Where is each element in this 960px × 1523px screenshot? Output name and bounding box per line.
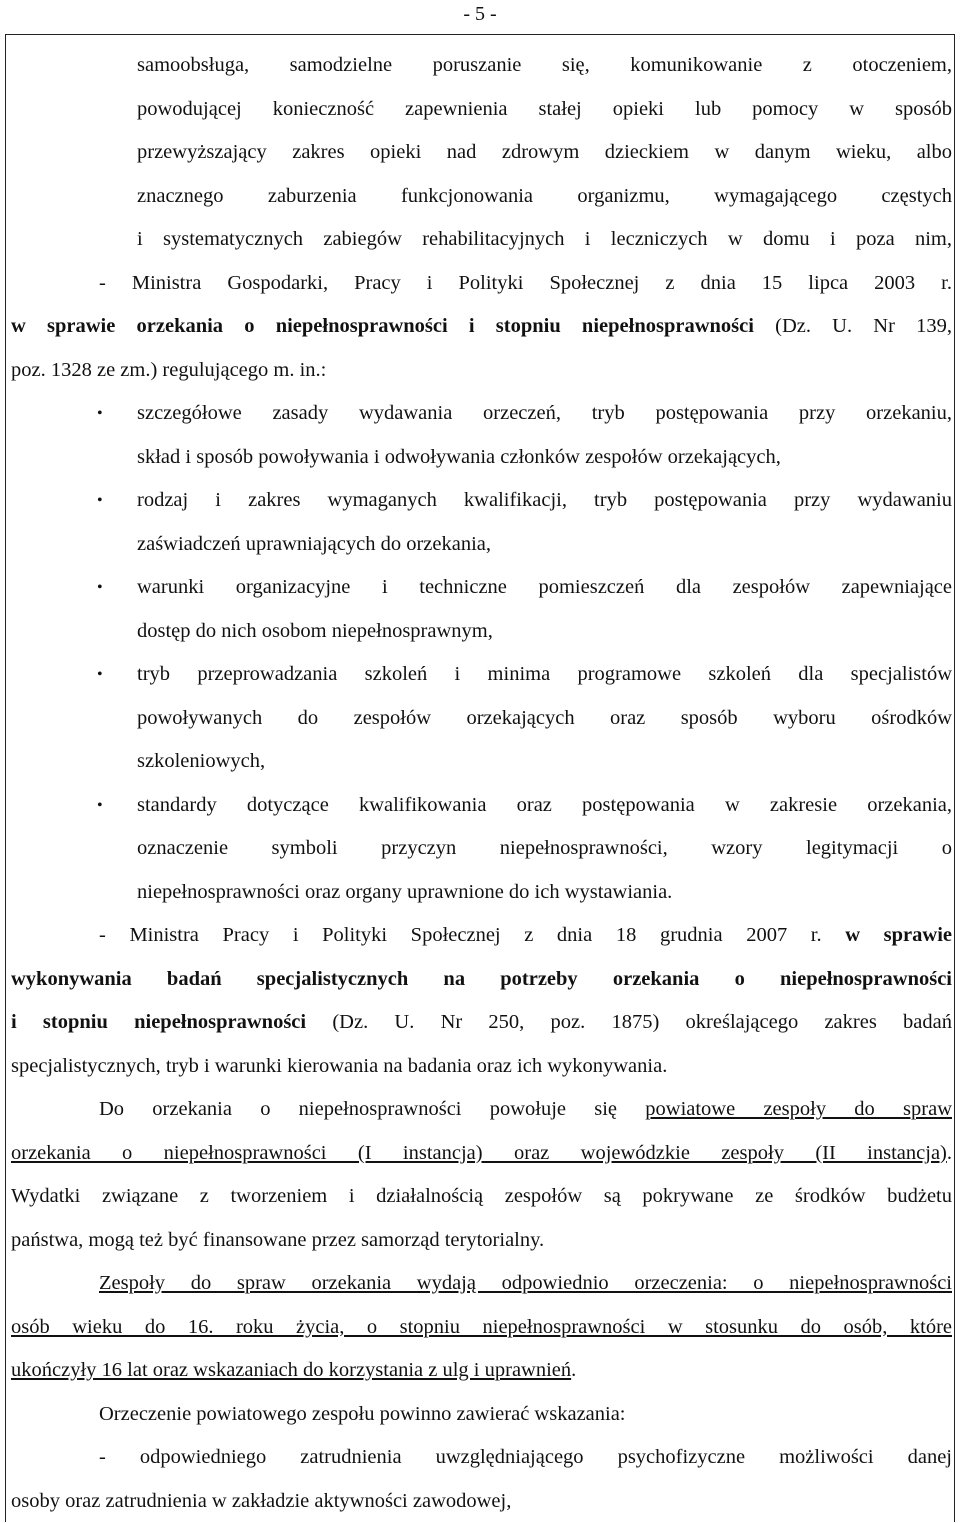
list-item-text: szczegółowe zasady wydawania orzeczeń, tryb postępowania przy orzekaniu,	[137, 402, 952, 424]
list-item-text: standardy dotyczące kwalifikowania oraz postępowania w zakresie orzekania,	[137, 794, 952, 816]
underlined-text: Zespoły do spraw orzekania wydają odpowiednio orzeczenia: o niepełnosprawności	[99, 1272, 952, 1294]
text-line: - Ministra Gospodarki, Pracy i Polityki Społecznej z dnia 15 lipca 2003 r.	[11, 262, 952, 306]
text-line: osoby oraz zatrudnienia w zakładzie aktywności zawodowej,	[11, 1480, 952, 1523]
text-line	[11, 1001, 952, 1045]
bullet-icon: •	[97, 566, 103, 610]
bullet-list	[11, 392, 952, 914]
text-line	[11, 305, 952, 349]
underlined-text: orzekania o niepełnosprawności (I instancja) oraz wojewódzkie zespoły (II instancja)	[11, 1142, 947, 1164]
regulation-citation: (Dz. U. Nr 250, poz. 1875) określającego zakres badań	[306, 1011, 952, 1033]
regulation-title-bold: w sprawie	[845, 924, 952, 946]
list-item-text: tryb przeprowadzania szkoleń i minima programowe szkoleń dla specjalistów	[137, 663, 952, 685]
list-item-continuation: skład i sposób powoływania i odwoływania członków zespołów orzekających,	[11, 436, 952, 480]
regulation-citation: (Dz. U. Nr 139,	[754, 315, 952, 337]
text-line: przewyższający zakres opieki nad zdrowym dzieckiem w danym wieku, albo	[11, 131, 952, 175]
list-item-continuation: dostęp do nich osobom niepełnosprawnym,	[11, 610, 952, 654]
list-item-continuation: powoływanych do zespołów orzekających oraz sposób wyboru ośrodków	[11, 697, 952, 741]
list-item	[11, 392, 952, 436]
text-line: poz. 1328 ze zm.) regulującego m. in.:	[11, 349, 952, 393]
paragraph-text: Do orzekania o niepełnosprawności powołuje się	[99, 1098, 645, 1120]
frame-left-border	[5, 34, 6, 1522]
text-line: znacznego zaburzenia funkcjonowania organizmu, wymagającego częstych	[11, 175, 952, 219]
list-item-continuation: oznaczenie symboli przyczyn niepełnosprawności, wzory legitymacji o	[11, 827, 952, 871]
text-line: Orzeczenie powiatowego zespołu powinno zawierać wskazania:	[11, 1393, 952, 1437]
underlined-text: powiatowe zespoły do spraw	[645, 1098, 952, 1120]
frame-right-border	[954, 34, 955, 1522]
list-item	[11, 479, 952, 523]
bullet-icon: •	[97, 479, 103, 523]
text-line: - odpowiedniego zatrudnienia uwzględniającego psychofizyczne możliwości danej	[11, 1436, 952, 1480]
text-line	[11, 1349, 952, 1393]
text-line: samoobsługa, samodzielne poruszanie się, komunikowanie z otoczeniem,	[11, 44, 952, 88]
document-body	[11, 44, 952, 1523]
text-line	[11, 1306, 952, 1350]
list-item-continuation: szkoleniowych,	[11, 740, 952, 784]
text-line	[11, 958, 952, 1002]
regulation-title-bold: wykonywania badań specjalistycznych na potrzeby orzekania o niepełnosprawności	[11, 968, 952, 990]
text-line	[11, 1132, 952, 1176]
bullet-icon: •	[97, 784, 103, 828]
frame-top-border	[5, 34, 954, 35]
underlined-text: ukończyły 16 lat oraz wskazaniach do korzystania z ulg i uprawnień	[11, 1359, 571, 1381]
bullet-icon: •	[97, 653, 103, 697]
text-line	[11, 1088, 952, 1132]
paragraph-text: .	[947, 1142, 952, 1164]
text-line: specjalistycznych, tryb i warunki kierowania na badania oraz ich wykonywania.	[11, 1045, 952, 1089]
text-line: Wydatki związane z tworzeniem i działalnością zespołów są pokrywane ze środków budżetu	[11, 1175, 952, 1219]
list-item-continuation: zaświadczeń uprawniających do orzekania,	[11, 523, 952, 567]
regulation-author: - Ministra Pracy i Polityki Społecznej z dnia 18 grudnia 2007 r.	[99, 924, 845, 946]
underlined-text: osób wieku do 16. roku życia, o stopniu niepełnosprawności w stosunku do osób, które	[11, 1316, 952, 1338]
text-line: państwa, mogą też być finansowane przez samorząd terytorialny.	[11, 1219, 952, 1263]
text-line	[11, 1262, 952, 1306]
list-item	[11, 566, 952, 610]
text-line: powodującej konieczność zapewnienia stałej opieki lub pomocy w sposób	[11, 88, 952, 132]
regulation-title-bold: i stopniu niepełnosprawności	[11, 1011, 306, 1033]
text-line	[11, 914, 952, 958]
list-item	[11, 653, 952, 697]
list-item	[11, 784, 952, 828]
list-item-continuation: niepełnosprawności oraz organy uprawnione do ich wystawiania.	[11, 871, 952, 915]
text-line: i systematycznych zabiegów rehabilitacyjnych i leczniczych w domu i poza nim,	[11, 218, 952, 262]
regulation-title-bold: w sprawie orzekania o niepełnosprawności i stopniu niepełnosprawności	[11, 315, 754, 337]
bullet-icon: •	[97, 392, 103, 436]
list-item-text: rodzaj i zakres wymaganych kwalifikacji, tryb postępowania przy wydawaniu	[137, 489, 952, 511]
paragraph-text: .	[571, 1359, 576, 1381]
page-number: - 5 -	[0, 2, 960, 26]
list-item-text: warunki organizacyjne i techniczne pomieszczeń dla zespołów zapewniające	[137, 576, 952, 598]
